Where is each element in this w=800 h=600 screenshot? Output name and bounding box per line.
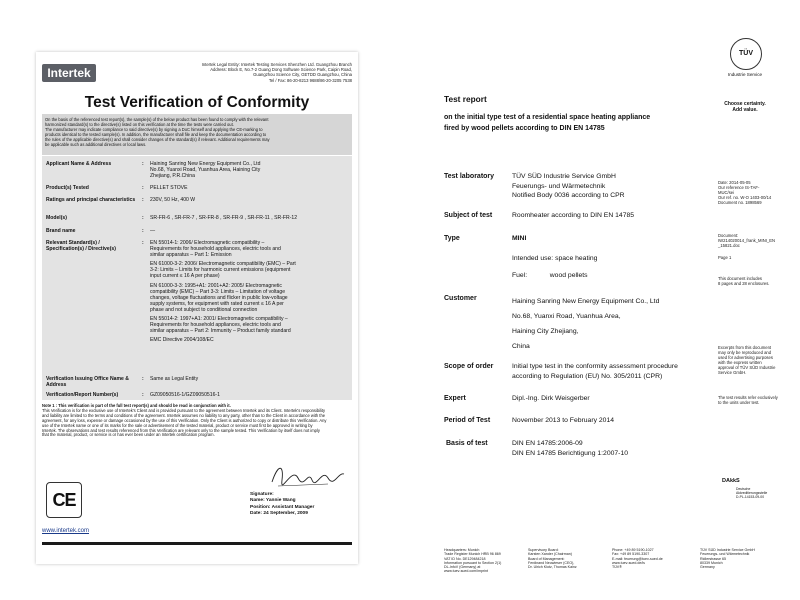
- models-label: Model(s): [46, 215, 67, 221]
- customer-value: Haining Sanring New Energy Equipment Co., Ltd No.68, Yuanxi Road, Yuanhua Area, Haining City Zhejiang, China: [512, 298, 660, 350]
- ratings-label: Ratings and principal characteristics: [46, 197, 136, 203]
- note-section: Note 1 : This verification is part of the full test report(s) and should be read in conjunction with it. This Verification is for the exclusive use of Intertek's Client and is provided pursuant to the agreement between Intertek and its Client. Intertek's responsibility and liability are limited to the terms and conditions of the agreement. Intertek assumes no liability to any party, other than to the Client in accordance with the agreement, for any loss, expense or damage occasioned by the use of this Verification. Only the Client is authorized to copy or distribute this Verification. Any use of the Intertek name or one of its marks for the sale or advertisement of the tested material, product or service must first be approved in writing by Intertek. The observations and test results referenced from this Verification are relevant only to the sample tested. This Verification by itself does not imply that the material, product, or service is or has ever been under an Intertek certification program.: [42, 403, 327, 438]
- footer-company: TÜV SÜD Industrie Service GmbH Feuerungs- und Wärmetechnik Ridlerstrasse 65 80339 Munich Germany: [700, 548, 755, 570]
- dakks-logo: DAkkS: [722, 478, 740, 484]
- expert-label: Expert: [444, 395, 466, 402]
- scope-value: Initial type test in the conformity assessment procedure according to Regulation (EU) No. 305/2011 (CPR): [512, 363, 678, 380]
- intertek-logo: Intertek: [42, 64, 96, 82]
- side-note-reference: Date: 2014-05-05 Our reference IS-TAF- MUC/sei Our ref. no. W-O 1403-00/14 Document no. 1898569: [718, 180, 772, 206]
- side-note-page: Page 1: [718, 255, 732, 260]
- period-value: November 2013 to February 2014: [512, 417, 615, 424]
- side-note-excerpts: Excerpts from this document may only be reproduced and used for advertising purposes with the express written approval of TÜV SÜD Industrie Service GmbH.: [718, 345, 776, 376]
- report-title: Test report: [444, 94, 487, 104]
- side-note-pages: This document includes 8 pages and 28 enclosures.: [718, 276, 770, 287]
- models-value: SR-FR-6 , SR-FR-7 , SR-FR-8 , SR-FR-9 , SR-FR-11 , SR-FR-12: [150, 215, 298, 221]
- applicant-label: Applicant Name & Address: [46, 161, 112, 167]
- brand-name-value: —: [150, 228, 156, 234]
- test-laboratory-value: TÜV SÜD Industrie Service GmbH Feuerungs- und Wärmetechnik Notified Body 0036 according to CPR: [512, 173, 625, 200]
- footer-contact: Phone: +49 89 5190-1027 Fax: +49 89 5190-3307 E-mail: feuerung@tuev-sued.de www.tuev-sued.de/is TÜV®: [612, 548, 663, 570]
- ce-mark: CE: [46, 482, 82, 518]
- certificate-title: Test Verification of Conformity: [84, 94, 310, 111]
- tuv-caption: Industrie Service: [727, 72, 763, 77]
- subject-label: Subject of test: [444, 212, 493, 219]
- intertek-certificate: [36, 52, 358, 564]
- intro-paragraph: On the basis of the referenced test report(s), the sample(s) of the below product has been found to comply with the relevant harmonized standard(s) to the directive(s) listed on this verification at the time the tests were carried out. The manufacturer may indicate compliance to said directive(s) by signing a DoC himself and applying the CE-marking to products identical to the tested sample(s). In addition, the manufacturer shall file and keep the documentation according to the rules of the applicable directive(s) and shall consider changes of the standard(s) if relevant. Additional requirements may be applicable such as additional directives or local laws.: [42, 114, 352, 155]
- basis-value: DIN EN 14785:2006-09 DIN EN 14785 Berichtigung 1:2007-10: [512, 440, 628, 457]
- test-laboratory-label: Test laboratory: [444, 173, 495, 180]
- dakks-caption: Deutsche Akkreditierungsstelle D-PL-14153-09-00: [736, 487, 768, 499]
- product-value: PELLET STOVE: [150, 185, 188, 191]
- ratings-value: 230V, 50 Hz, 400 W: [150, 197, 196, 203]
- handwritten-signature: [268, 460, 348, 490]
- product-label: Product(s) Tested: [46, 185, 89, 191]
- scope-label: Scope of order: [444, 363, 494, 370]
- report-number-label: Verification/Report Number(s): [46, 392, 119, 398]
- brand-name-label: Brand name: [46, 228, 76, 234]
- footer-bar: [42, 542, 352, 545]
- tuv-logo: TÜV: [730, 38, 762, 70]
- side-note-document: Document: IW214020014_frank_MINI_EN _15821.doc: [718, 233, 776, 249]
- report-number-value: GZ09050516-1/GZ09050516-1: [150, 392, 220, 398]
- type-value: MINI Intended use: space heating Fuel: wood pellets: [512, 235, 598, 280]
- signature-block: Signature: Name: Yannie Wang Position: Assistant Manager Date: 24 September, 2009: [250, 492, 315, 517]
- expert-value: Dipl.-Ing. Dirk Weisgerber: [512, 395, 590, 402]
- type-label: Type: [444, 235, 460, 242]
- issuing-office-value: Same as Legal Entity: [150, 376, 199, 382]
- footer-headquarters: Headquarters: Munich Trade Register Munich HRB 96 869 VAT ID No. DE129484218 Information pursuant to Section 2(1) DL-InfoV (Germany) at www.tuev-sued.com/imprint: [444, 548, 502, 574]
- standards-label: Relevant Standard(s) / Specification(s) / Directive(s): [46, 240, 116, 252]
- basis-label: Basis of test: [446, 440, 488, 447]
- subject-value: Roomheater according to DIN EN 14785: [512, 212, 635, 219]
- website-link[interactable]: www.intertek.com: [42, 528, 90, 534]
- period-label: Period of Test: [444, 417, 491, 424]
- tuv-test-report: [400, 0, 800, 600]
- applicant-value: Haining Sanring New Energy Equipment Co., Ltd No.68, Yuanxi Road, Yuanhua Area, Haining City Zhejiang, P.R.China: [150, 161, 261, 180]
- standards-value: EN 55014-1: 2006/ Electromagnetic compatibility – Requirements for household appliances, electric tools and similar apparatus – Part 1: Emission EN 61000-3-2: 2006/ Electromagnetic compatibility (EMC) – Part 3-2: Limits – Limits for harmonic current emissions (equipment input current ≤ 16 A per phase) EN 61000-3-3: 1995+A1: 2001+A2: 2005/ Electromagnetic compatibility (EMC) – Part 3-3: Limits – Limitation of voltage changes, voltage fluctuations and flicker in public low-voltage supply systems, for equipment with rated current ≤ 16 A per phase and not subject to conditional connection EN 55014-2: 1997+A1: 2001/ Electromagnetic compatibility – Requirements for household appliances, electric tools and similar apparatus – Part 2: Immunity – Product family standard EMC Directive 2004/108/EC: [150, 240, 296, 344]
- customer-label: Customer: [444, 295, 477, 302]
- details-table: Applicant Name & Address : Haining Sanring New Energy Equipment Co., Ltd No.68, Yuanxi Road, Yuanhua Area, Haining City Zhejiang, P.R.China Product(s) Tested : PELLET STOVE Ratings and principal characteristics : 230V, 50 Hz, 400 W Model(s) : SR-FR-6 , SR-FR-7 , SR-FR-8 , SR-FR-9 , SR-FR-11 , SR-FR-12 Brand name : — Relevant Standard(s) / Specification(s) / Directive(s) : EN 55014-1: 2006/ Electromagnetic compatibility – Requirements for household appliances, electric tools and similar apparatus – Part 1: Emission EN 61000-3-2: 2006/ Electromagnetic compatibility (EMC) – Part 3-2: Limits – Limits for harmonic current emissions (equipment input current ≤ 16 A per phase) EN 61000-3-3: 1995+A1: 2001+A2: 2005/ Electromagnetic compatibility (EMC) – Part 3-3: Limits – Limitation of voltage changes, voltage fluctuations and flicker in public low-voltage supply systems, for equipment with rated current ≤ 16 A per phase and not subject to conditional connection EN 55014-2: 1997+A1: 2001/ Electromagnetic compatibility – Requirements for household appliances, electric tools and similar apparatus – Part 2: Immunity – Product family standard EMC Directive 2004/108/EC Verification Issuing Office Name & Address : Same as Legal Entity Verification/Report Number(s) : GZ09050516-1/GZ09050516-1: [42, 156, 352, 400]
- footer-board: Supervisory Board: Karsten Xander (Chairman) Board of Management: Ferdinand Neuwieser (CEO), Dr. Ulrich Klotz, Thomas Kainz: [528, 548, 577, 570]
- tagline: Choose certainty. Add value.: [724, 101, 766, 113]
- legal-entity-address: Intertek Legal Entity: Intertek Testing Services Shenzhen Ltd. Guangzhou Branch Address: Block E, No.7-2 Guang Dong Software Science Park, Caipin Road, Guangzhou Science City, GETDD Guangzhou, China Tel / Fax: 86-20-8213 9688/86-20-3205 7538: [201, 62, 352, 83]
- report-subtitle: on the initial type test of a residential space heating appliance fired by wood pellets according to DIN EN 14785: [444, 114, 651, 132]
- side-note-results: The test results refer exclusively to the units under test.: [718, 395, 778, 406]
- issuing-office-label: Verification Issuing Office Name & Address: [46, 376, 129, 388]
